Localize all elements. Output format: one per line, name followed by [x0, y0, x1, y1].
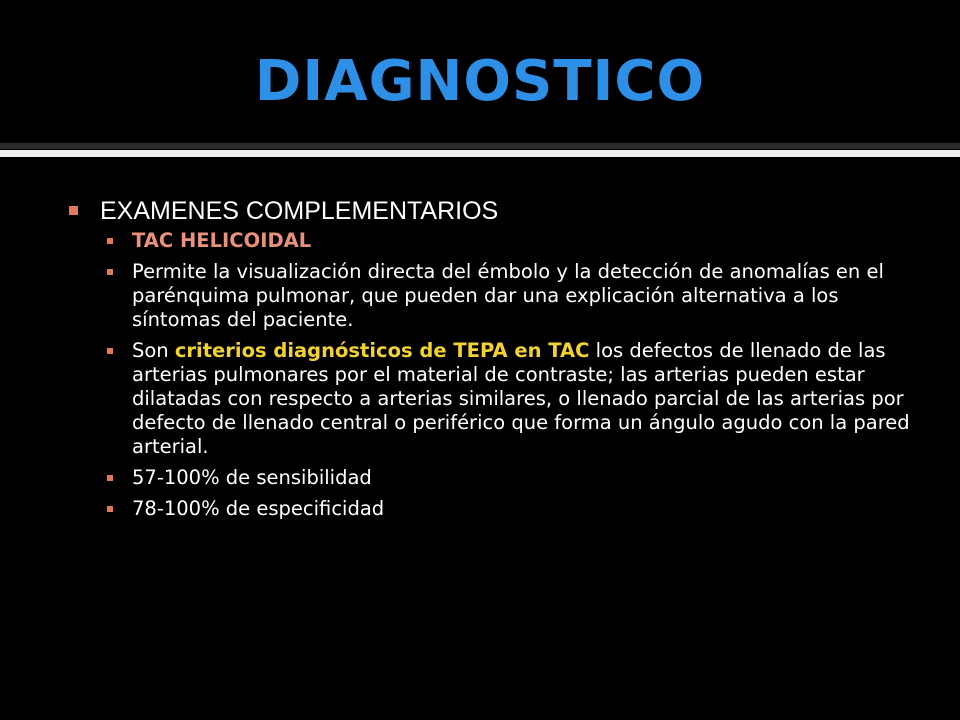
- slide-body: [64, 195, 914, 528]
- bullet-examenes-complementarios: [64, 195, 914, 227]
- title-divider-shadow: [0, 143, 960, 149]
- sub-bullet-prefix: Son: [132, 339, 175, 362]
- sub-bullet-text: 57-100% de sensibilidad: [132, 466, 372, 489]
- title-divider: [0, 150, 960, 157]
- square-bullet-icon: [69, 206, 78, 215]
- sub-bullet-text: 78-100% de especificidad: [132, 497, 385, 520]
- square-bullet-icon: [107, 238, 113, 244]
- criteria-highlight: criterios diagnósticos de TEPA en TAC: [174, 339, 590, 362]
- square-bullet-icon: [107, 475, 113, 481]
- sub-bullet-sensibilidad: [100, 466, 914, 490]
- sub-bullet-text: TAC HELICOIDAL: [132, 229, 312, 252]
- sub-bullet-tac-helicoidal: [100, 229, 914, 253]
- bullet-text: EXAMENES COMPLEMENTARIOS: [100, 197, 499, 225]
- slide-title: DIAGNOSTICO: [254, 49, 706, 114]
- sub-bullet-visualizacion: [100, 260, 914, 332]
- square-bullet-icon: [107, 269, 113, 275]
- sub-bullet-especificidad: [100, 497, 914, 521]
- sub-bullet-criterios: [100, 339, 914, 459]
- square-bullet-icon: [107, 506, 113, 512]
- sub-bullet-text: Permite la visualización directa del émbolo y la detección de anomalías en el parénquima pulmonar, que pueden dar una explicación alternativa a los síntomas del paciente.: [132, 260, 884, 331]
- square-bullet-icon: [107, 348, 113, 354]
- sub-bullet-suffix: los defectos de llenado de las arterias pulmonares por el material de contraste; las arterias pueden estar dilatadas con respecto a arterias similares, o llenado parcial de las arterias por defecto de llenado central o periférico que forma un ángulo agudo con la pared arterial.: [132, 339, 910, 458]
